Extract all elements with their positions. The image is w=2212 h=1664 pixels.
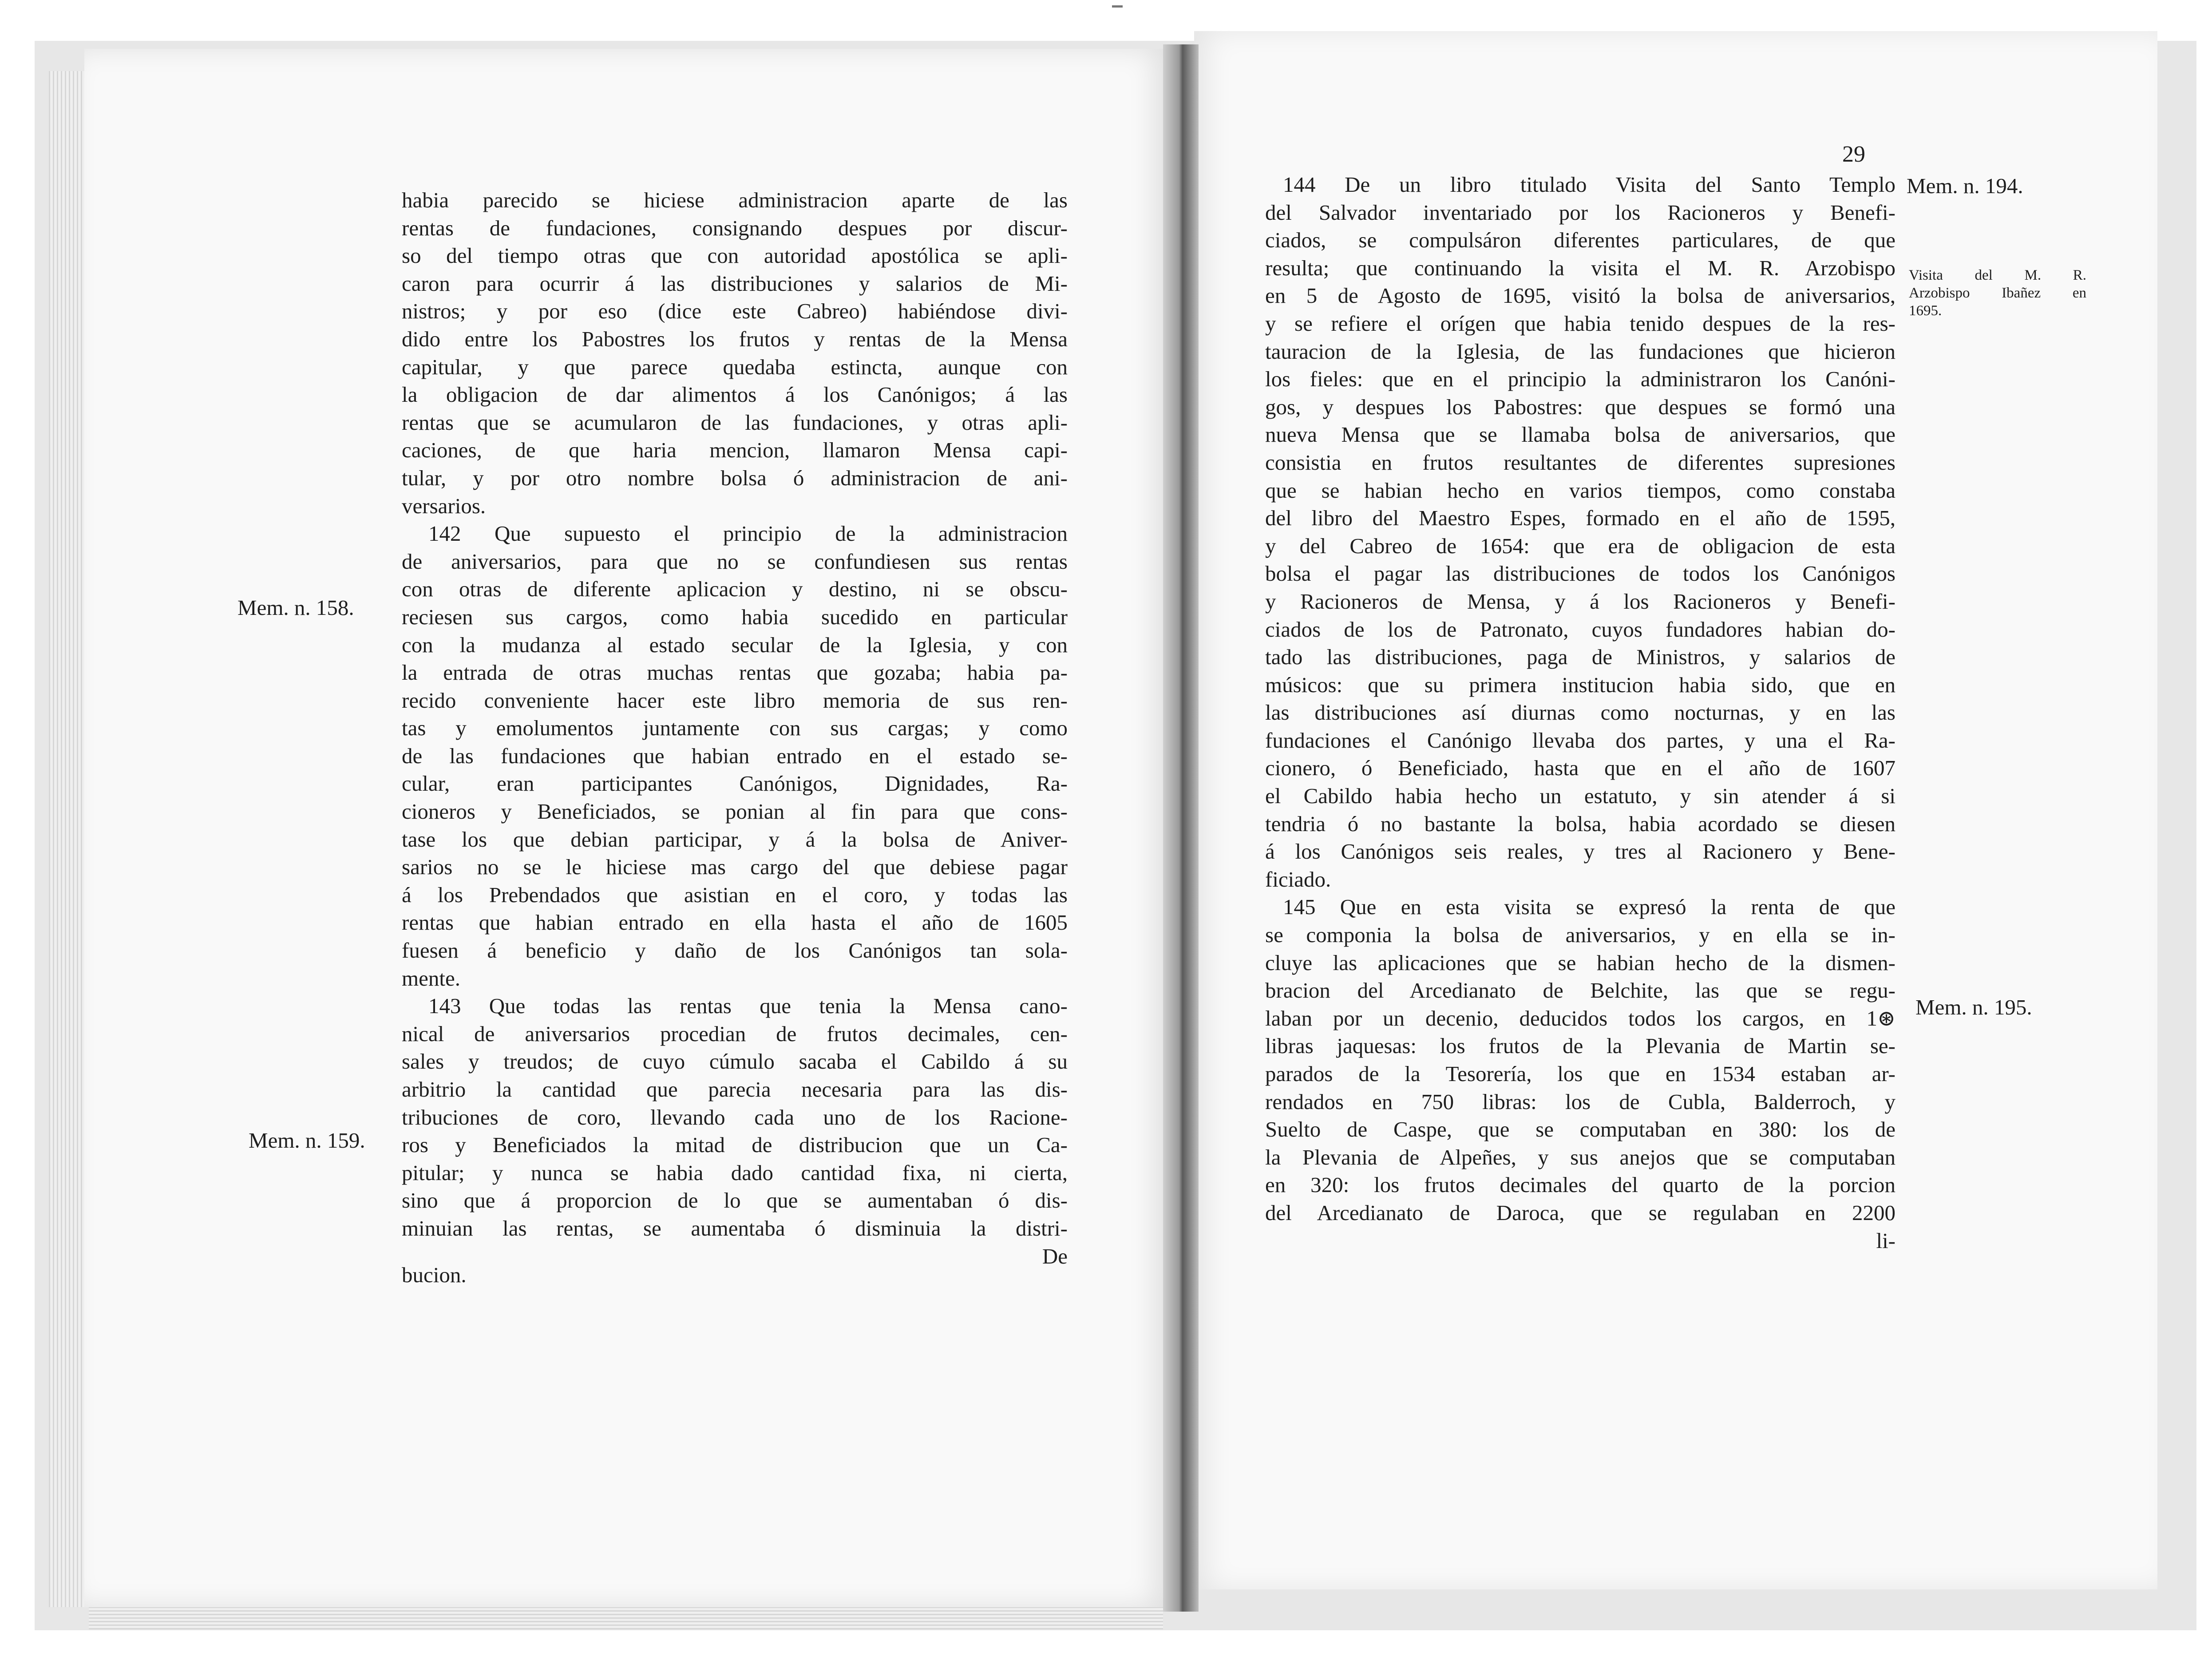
text-line: á los Prebendados que asistian en el coro, y todas las [402, 882, 1068, 907]
text-line: arbitrio la cantidad que parecia necesaria para las dis- [402, 1077, 1068, 1101]
text-line: sino que á proporcion de lo que se aumentaban ó dis- [402, 1188, 1068, 1213]
margin-note-mem-195: Mem. n. 195. [1915, 995, 2032, 1019]
text-line: caciones, de que haria mencion, llamaron Mensa capi- [402, 438, 1068, 463]
text-line: cioneros y Beneficiados, se ponian al fin para que cons- [402, 799, 1068, 824]
text-line: consistia en frutos resultantes de diferentes supresiones [1265, 450, 1895, 475]
text-line: libras jaquesas: los frutos de la Plevania de Martin se- [1265, 1034, 1895, 1058]
margin-note-visita [1909, 266, 2086, 320]
paragraph-142-start: 142 Que supuesto el principio de la administracion [428, 521, 1068, 546]
text-line: recido conveniente hacer este libro memoria de sus ren- [402, 688, 1068, 713]
text-line: la entrada de otras muchas rentas que gozaba; habia pa- [402, 660, 1068, 685]
text-line: en 320: los frutos decimales del quarto de la porcion [1265, 1173, 1895, 1197]
text-line: la obligacion de dar alimentos á los Canónigos; á las [402, 382, 1068, 407]
text-line: las distribuciones así diurnas como nocturnas, y en las [1265, 700, 1895, 725]
margin-note-line: 1695. [1909, 303, 1942, 319]
text-line: nistros; y por eso (dice este Cabreo) habiéndose divi- [402, 299, 1068, 324]
text-line: cionero, ó Beneficiado, hasta que en el año de 1607 [1265, 756, 1895, 780]
text-line: sarios no se le hiciese mas cargo del que debiese pagar [402, 855, 1068, 880]
text-line: sales y treudos; de cuyo cúmulo sacaba el Cabildo á su [402, 1049, 1068, 1074]
text-line: y del Cabreo de 1654: que era de obligacion de esta [1265, 533, 1895, 558]
text-line: del Arcedianato de Daroca, que se regulaban en 2200 [1265, 1200, 1895, 1225]
text-line: ciados, se compulsáron diferentes particulares, de que [1265, 228, 1895, 253]
text-line: dido entre los Pabostres los frutos y rentas de la Mensa [402, 326, 1068, 351]
text-line: en 5 de Agosto de 1695, visitó la bolsa de aniversarios, [1265, 283, 1895, 308]
text-line: rentas que habian entrado en ella hasta el año de 1605 [402, 910, 1068, 935]
text-line: fundaciones el Canónigo llevaba dos partes, y una el Ra- [1265, 728, 1895, 753]
text-line: tular, y por otro nombre bolsa ó administracion de ani- [402, 465, 1068, 490]
text-line: de las fundaciones que habian entrado en el estado se- [402, 743, 1068, 768]
text-line: del libro del Maestro Espes, formado en el año de 1595, [1265, 506, 1895, 531]
text-line: la Plevania de Alpeñes, y sus anejos que se computaban [1265, 1145, 1895, 1169]
text-line: el Cabildo habia hecho un estatuto, y sin atender á si [1265, 784, 1895, 808]
text-line: rentas de fundaciones, consignando despues por discur- [402, 215, 1068, 240]
text-line: fuesen á beneficio y daño de los Canónigos tan sola- [402, 938, 1068, 963]
text-line: gos, y despues los Pabostres: que despues se formó una [1265, 394, 1895, 419]
text-line: tado las distribuciones, paga de Ministros, y salarios de [1265, 645, 1895, 670]
text-line: ros y Beneficiados la mitad de distribucion que un Ca- [402, 1133, 1068, 1157]
right-page-text [1265, 171, 1895, 1255]
text-line: nical de aniversarios procedian de frutos decimales, cen- [402, 1021, 1068, 1046]
text-line: habia parecido se hiciese administracion aparte de las [402, 188, 1068, 212]
catchword: De [1042, 1244, 1068, 1268]
text-line: mente. [402, 966, 460, 990]
text-line: ficiado. [1265, 867, 1331, 891]
text-line: tribuciones de coro, llevando cada uno de los Racione- [402, 1105, 1068, 1129]
paragraph-144-start: 144 De un libro titulado Visita del Santo Templo [1283, 172, 1895, 197]
book-gutter [1163, 44, 1199, 1612]
text-line: músicos: que su primera institucion habia sido, que en [1265, 672, 1895, 697]
text-line: minuian las rentas, se aumentaba ó disminuia la distri- [402, 1216, 1068, 1240]
text-line: tauracion de la Iglesia, de las fundaciones que hicieron [1265, 339, 1895, 364]
paragraph-145-start: 145 Que en esta visita se expresó la renta de que [1283, 895, 1895, 919]
text-line: bolsa el pagar las distribuciones de todos los Canónigos [1265, 561, 1895, 586]
paragraph-143-start: 143 Que todas las rentas que tenia la Mensa cano- [428, 994, 1068, 1018]
text-line: caron para ocurrir á las distribuciones y salarios de Mi- [402, 271, 1068, 296]
page-number: 29 [1842, 142, 1865, 167]
text-line: de aniversarios, para que no se confundiesen sus rentas [402, 549, 1068, 574]
text-line: con otras de diferente aplicacion y destino, ni se obscu- [402, 577, 1068, 602]
catchword: li- [1876, 1228, 1895, 1253]
margin-note-mem-158: Mem. n. 158. [237, 595, 354, 620]
text-line: y Racioneros de Mensa, y á los Racioneros y Benefi- [1265, 589, 1895, 614]
text-line: que se habian hecho en varios tiempos, como constaba [1265, 478, 1895, 503]
text-line: versarios. [402, 493, 486, 518]
text-line: so del tiempo otras que con autoridad apostólica se apli- [402, 243, 1068, 268]
text-line: cluye las aplicaciones que se habian hecho de la dismen- [1265, 950, 1895, 975]
text-line: bucion. [402, 1263, 467, 1288]
text-line: con la mudanza al estado secular de la Iglesia, y con [402, 632, 1068, 657]
margin-note-mem-159: Mem. n. 159. [249, 1128, 365, 1153]
top-mark [1112, 5, 1123, 8]
margin-note-mem-194: Mem. n. 194. [1907, 174, 2023, 198]
text-line: parados de la Tesorería, los que en 1534 estaban ar- [1265, 1062, 1895, 1086]
text-line: y se refiere el orígen que habia tenido despues de la res- [1265, 311, 1895, 336]
text-line: rentas que se acumularon de las fundaciones, y otras apli- [402, 410, 1068, 435]
text-line: pitular; y nunca se habia dado cantidad fixa, ni cierta, [402, 1160, 1068, 1185]
text-line: bracion del Arcedianato de Belchite, las que se regu- [1265, 978, 1895, 1003]
text-line: laban por un decenio, deducidos todos los cargos, en 1⊛ [1265, 1006, 1895, 1030]
page-edges-bottom [89, 1607, 1163, 1629]
text-line: tas y emolumentos juntamente con sus cargas; y como [402, 716, 1068, 741]
margin-note-line: Arzobispo Ibañez en [1909, 285, 2086, 301]
text-line: nueva Mensa que se llamaba bolsa de aniversarios, que [1265, 422, 1895, 447]
text-line: reciesen sus cargos, como habia sucedido en particular [402, 604, 1068, 629]
text-line: capitular, y que parece quedaba estincta, aunque con [402, 354, 1068, 379]
margin-note-line: Visita del M. R. [1909, 267, 2086, 283]
text-line: tendria ó no bastante la bolsa, habia acordado se diesen [1265, 811, 1895, 836]
text-line: rendados en 750 libras: los de Cubla, Balderroch, y [1265, 1089, 1895, 1114]
text-line: tase los que debian participar, y á la bolsa de Aniver- [402, 827, 1068, 852]
text-line: Suelto de Caspe, que se computaban en 380: los de [1265, 1117, 1895, 1142]
text-line: resulta; que continuando la visita el M. R. Arzobispo [1265, 255, 1895, 280]
left-page-text [402, 186, 1068, 1289]
text-line: del Salvador inventariado por los Racioneros y Benefi- [1265, 200, 1895, 225]
text-line: cular, eran participantes Canónigos, Dignidades, Ra- [402, 771, 1068, 796]
text-line: á los Canónigos seis reales, y tres al Racionero y Bene- [1265, 839, 1895, 864]
text-line: ciados de los de Patronato, cuyos fundadores habian do- [1265, 617, 1895, 642]
page-edges [49, 71, 89, 1607]
text-line: los fieles: que en el principio la administraron los Canóni- [1265, 367, 1895, 392]
text-line: se componia la bolsa de aniversarios, y en ella se in- [1265, 923, 1895, 947]
